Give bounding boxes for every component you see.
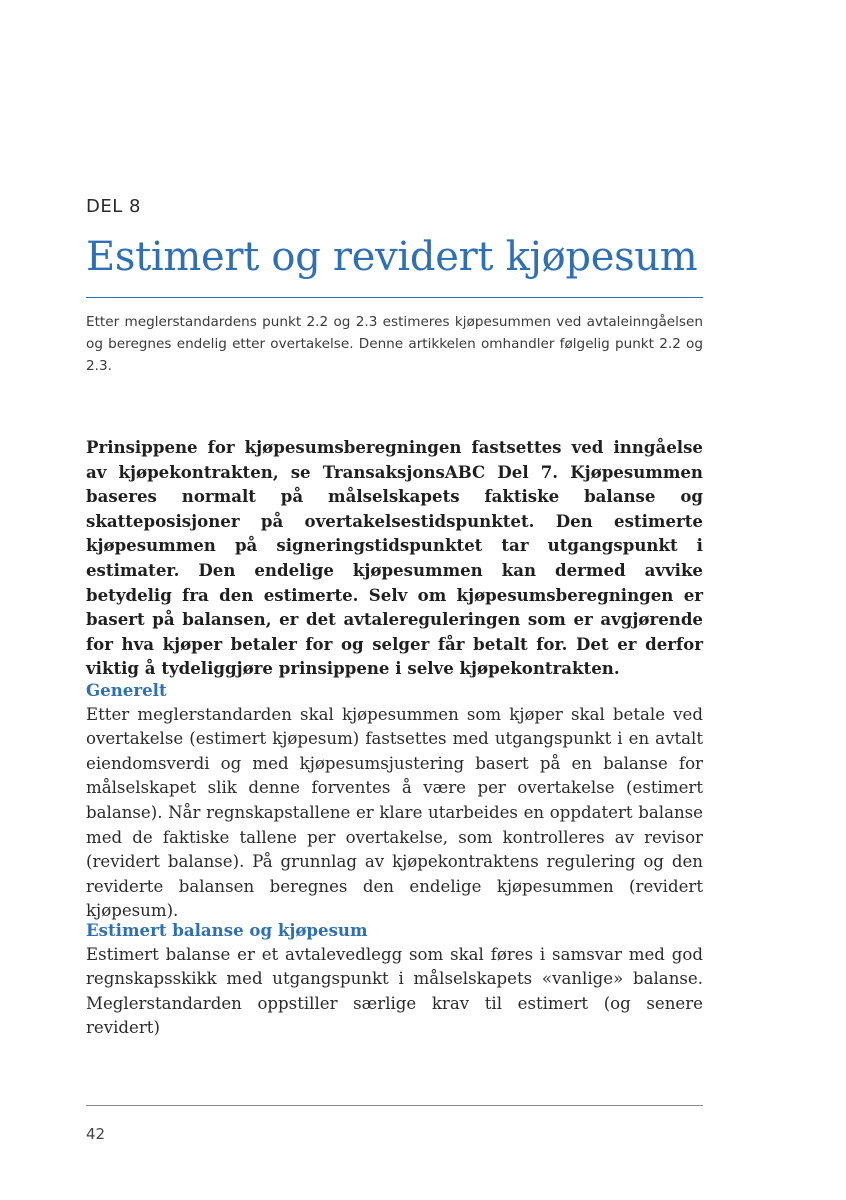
title-divider [86,297,703,298]
section-body: Estimert balanse er et avtalevedlegg som skal føres i samsvar med god regnskapsskikk med utgangspunkt i målselskapets «vanlige» balanse. Meglerstandarden oppstiller særlige krav til estimert (og senere revidert) [86,944,703,1038]
lead-paragraph: Prinsippene for kjøpesumsberegningen fastsettes ved inngåelse av kjøpekontrakten, se TransaksjonsABC Del 7. Kjøpesummen baseres normalt på målselskapets faktiske balanse og skatteposisjoner på overtakelsestidspunktet. Den estimerte kjøpesummen på signeringstidspunktet tar utgangspunkt i estimater. Den endelige kjøpesummen kan dermed avvike betydelig fra den estimerte. Selv om kjøpesumsberegningen er basert på balansen, er det avtalereguleringen som er avgjørende for hva kjøper betaler for og selger får betalt for. Det er derfor viktig å tydeliggjøre prinsippene i selve kjøpekontrakten. [86,437,703,679]
page-number: 42 [86,1125,106,1143]
part-label: DEL 8 [86,196,141,217]
section-heading: Estimert balanse og kjøpesum [86,920,368,940]
section-generelt [86,678,703,924]
section-heading: Generelt [86,680,167,700]
section-body: Etter meglerstandarden skal kjøpesummen som kjøper skal betale ved overtakelse (estimert kjøpesum) fastsettes med utgangspunkt i en avtalt eiendomsverdi og med kjøpesumsjustering basert på en balanse for målselskapet slik denne forventes å være per overtakelse (estimert balanse). Når regnskapstallene er klare utarbeides en oppdatert balanse med de faktiske tallene per overtakelse, som kontrolleres av revisor (revidert balanse). På grunnlag av kjøpekontraktens regulering og den reviderte balansen beregnes den endelige kjøpesummen (revidert kjøpesum). [86,704,703,921]
section-estimert-balanse [86,918,703,1041]
ingress-paragraph: Etter meglerstandardens punkt 2.2 og 2.3 estimeres kjøpesummen ved avtaleinngåelsen og beregnes endelig etter overtakelse. Denne artikkelen omhandler følgelig punkt 2.2 og 2.3. [86,314,703,374]
footer-divider [86,1105,703,1106]
page-title: Estimert og revidert kjøpesum [86,234,698,280]
